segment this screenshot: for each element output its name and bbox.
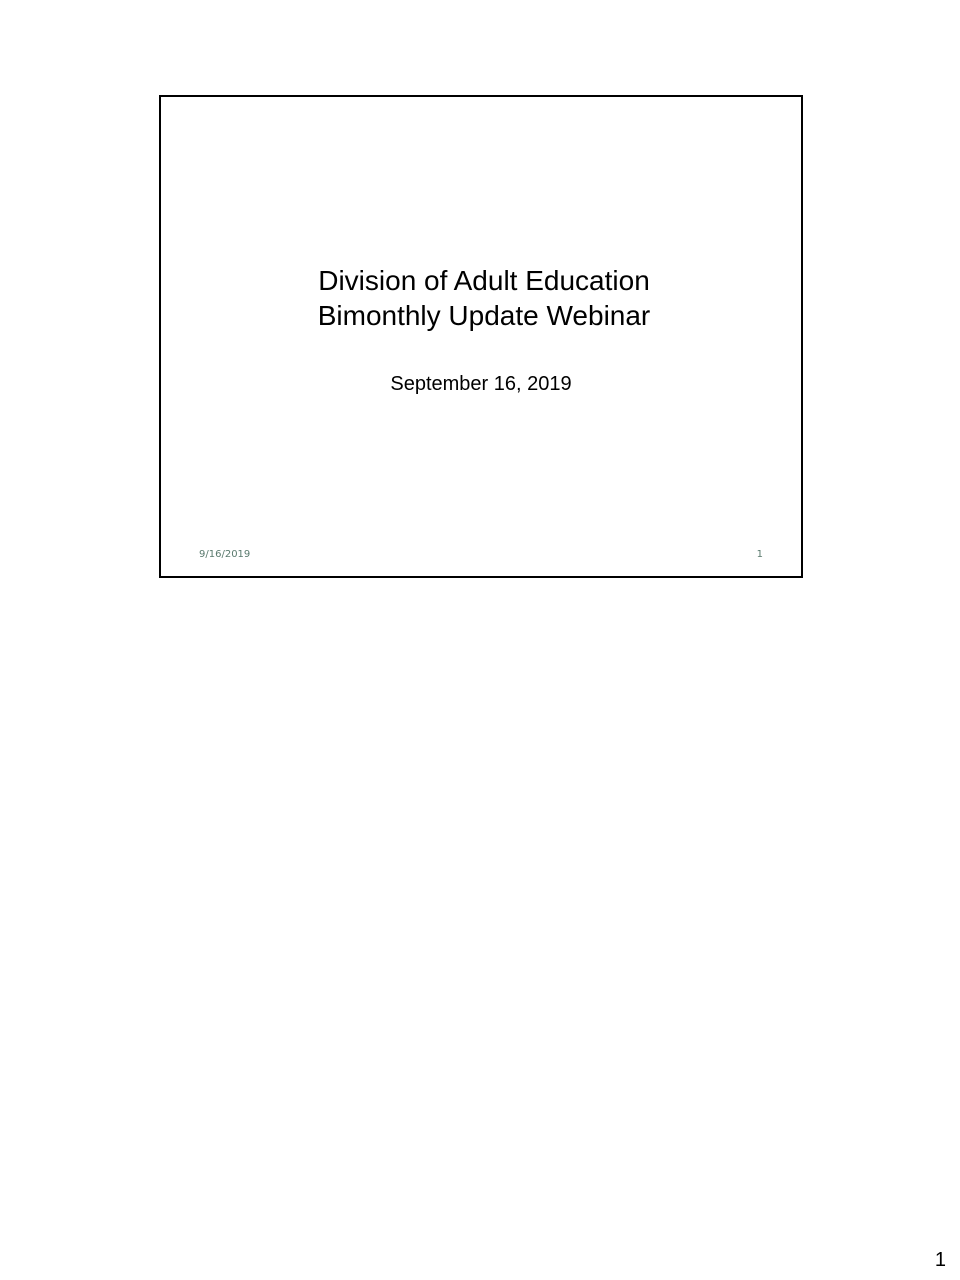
slide-subtitle-date: September 16, 2019 — [390, 373, 572, 395]
page-number: 1 — [934, 1249, 946, 1271]
slide-title — [161, 263, 801, 333]
slide-footer-date: 9/16/2019 — [199, 549, 251, 560]
slide-title-line-2: Bimonthly Update Webinar — [317, 300, 651, 331]
slide-number: 1 — [756, 549, 763, 560]
slide-thumbnail — [159, 95, 803, 578]
slide-title-line-1: Division of Adult Education — [318, 265, 650, 296]
